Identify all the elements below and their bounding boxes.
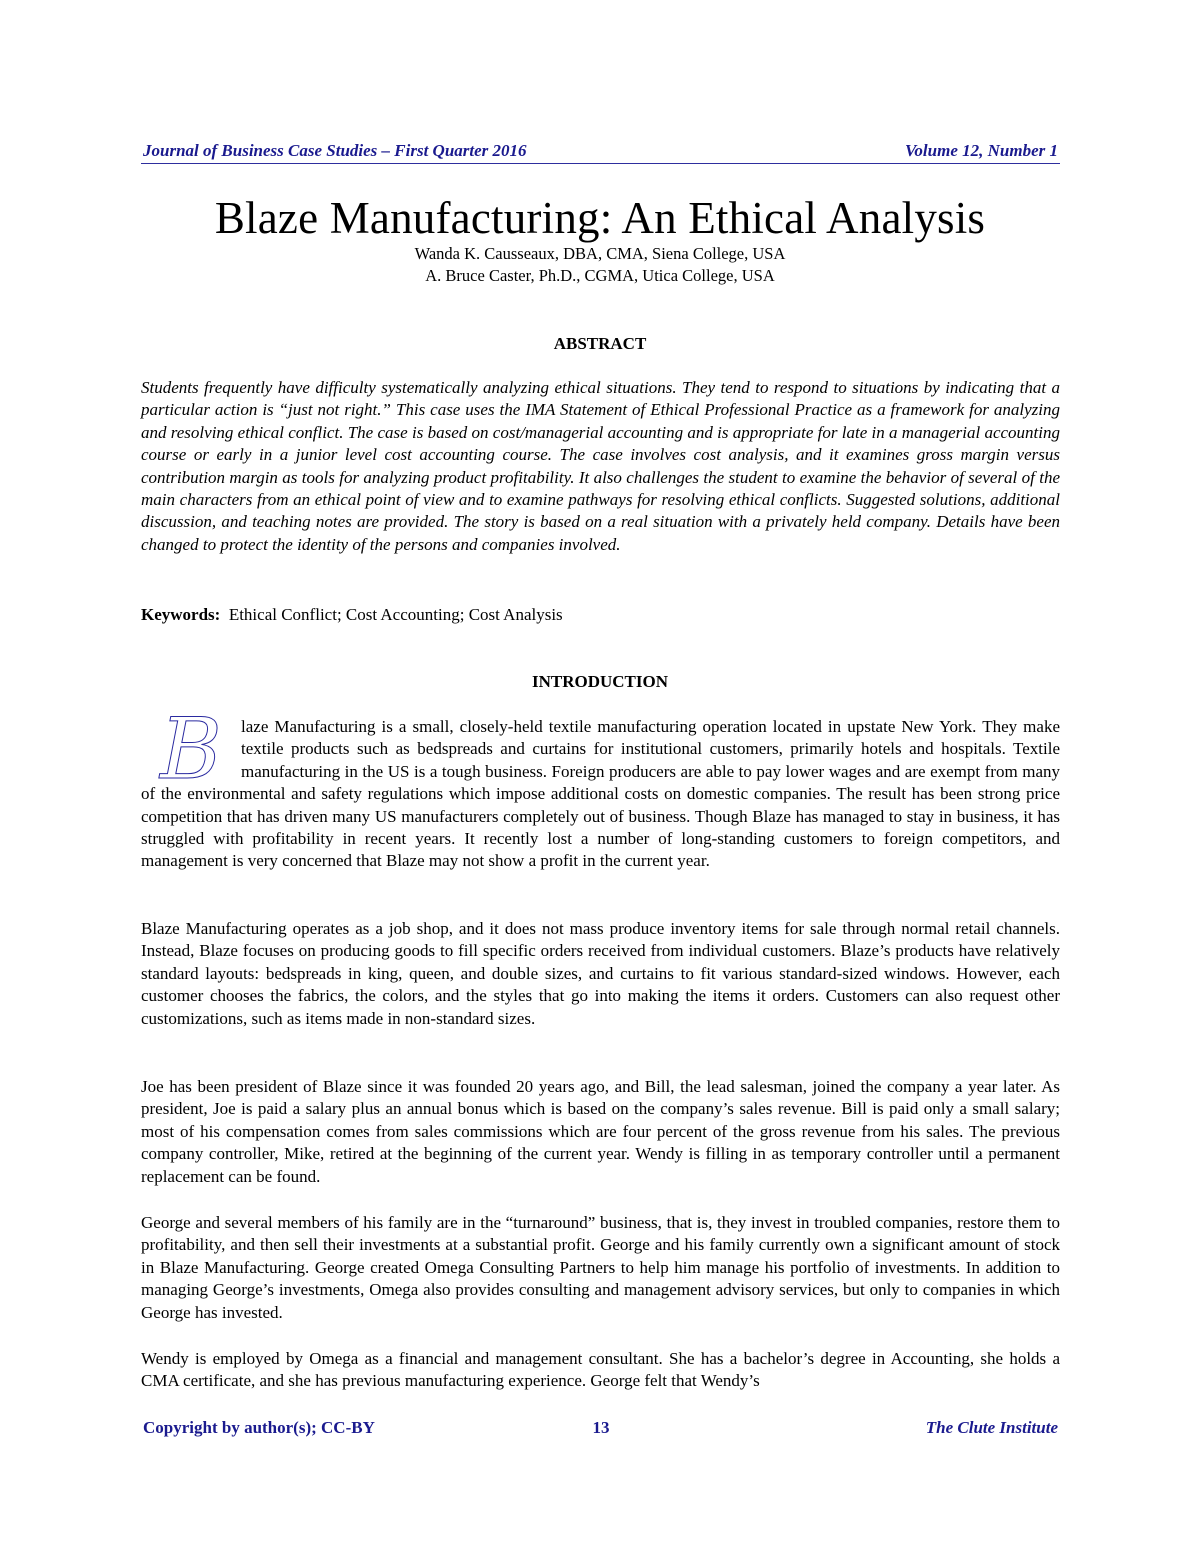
intro-paragraph-1: [141, 700, 1060, 873]
intro-paragraph-3-text: Joe has been president of Blaze since it was founded 20 years ago, and Bill, the lead salesman, joined the company a year later. As president, Joe is paid a salary plus an annual bonus which is based on the company’s sales revenue. Bill is paid only a small salary; most of his compensation comes from sales commissions which are four percent of the gross revenue from his sales. The previous company controller, Mike, retired at the beginning of the current year. Wendy is filling in as temporary controller until a permanent replacement can be found.: [141, 1077, 1060, 1186]
abstract-paragraph: Students frequently have difficulty systematically analyzing ethical situations. They tend to respond to situations by indicating that a particular action is “just not right.” This case uses the IMA Statement of Ethical Professional Practice as a framework for analyzing and resolving ethical conflict. The case is based on cost/managerial accounting and is appropriate for late in a managerial accounting course or early in a junior level cost accounting course. The case involves cost analysis, and it examines gross margin versus contribution margin as tools for analyzing product profitability. It also challenges the student to examine the behavior of several of the main characters from an ethical point of view and to examine pathways for resolving ethical conflicts. Suggested solutions, additional discussion, and teaching notes are provided. The story is based on a real situation with a privately held company. Details have been changed to protect the identity of the persons and companies involved.: [141, 378, 1060, 554]
intro-paragraph-4: [141, 1212, 1060, 1324]
page-footer: [141, 1418, 1060, 1442]
page-number: 13: [592, 1418, 610, 1437]
volume-number: Volume 12, Number 1: [904, 141, 1058, 160]
copyright-notice: Copyright by author(s); CC-BY: [143, 1418, 375, 1437]
author-line-2: A. Bruce Caster, Ph.D., CGMA, Utica College, USA: [425, 266, 775, 285]
keywords: [141, 604, 1060, 626]
publisher-name: The Clute Institute: [925, 1418, 1058, 1437]
author-line-1: Wanda K. Causseaux, DBA, CMA, Siena College, USA: [414, 244, 786, 263]
intro-paragraph-2-text: Blaze Manufacturing operates as a job shop, and it does not mass produce inventory items for sale through normal retail channels. Instead, Blaze focuses on producing goods to fill specific orders received from individual customers. Blaze’s products have relatively standard layouts: bedspreads in king, queen, and double sizes, and curtains to fit various standard-sized windows. However, each customer chooses the fabrics, the colors, and the styles that go into making the items it orders. Customers can also request other customizations, such as items made in non-standard sizes.: [141, 919, 1060, 1028]
abstract-heading: ABSTRACT: [553, 334, 647, 353]
keywords-text: Ethical Conflict; Cost Accounting; Cost Analysis: [228, 605, 563, 624]
introduction-heading: INTRODUCTION: [531, 672, 669, 691]
intro-paragraph-5-text: Wendy is employed by Omega as a financial and management consultant. She has a bachelor’s degree in Accounting, she holds a CMA certificate, and she has previous manufacturing experience. George felt that Wendy’s: [141, 1349, 1060, 1391]
intro-paragraph-3: [141, 1076, 1060, 1188]
running-header: [141, 141, 1060, 164]
intro-paragraph-4-text: George and several members of his family are in the “turnaround” business, that is, they invest in troubled companies, restore them to profitability, and then sell their investments at a substantial profit. George and his family currently own a significant amount of stock in Blaze Manufacturing. George created Omega Consulting Partners to help him manage his portfolio of investments. In addition to managing George’s investments, Omega also provides consulting and management advisory services, but only to companies in which George has invested.: [141, 1213, 1060, 1322]
keywords-label: Keywords:: [141, 605, 221, 624]
intro-paragraph-5: [141, 1348, 1060, 1393]
abstract-text: [141, 377, 1060, 556]
dropcap-letter: B: [160, 700, 222, 798]
journal-name: Journal of Business Case Studies – First Quarter 2016: [143, 141, 527, 160]
intro-paragraph-1-text: laze Manufacturing is a small, closely-held textile manufacturing operation located in upstate New York. They make textile products such as bedspreads and curtains for institutional customers, primarily hotels and hospitals. Textile manufacturing in the US is a tough business. Foreign producers are able to pay lower wages and are exempt from many of the environmental and safety regulations which impose additional costs on domestic companies. The result has been strong price competition that has driven many US manufacturers completely out of business. Though Blaze has managed to stay in business, it has struggled with profitability in recent years. It recently lost a number of long-standing customers to foreign competitors, and management is very concerned that Blaze may not show a profit in the current year.: [141, 717, 1060, 871]
paper-title: Blaze Manufacturing: An Ethical Analysis: [214, 193, 986, 243]
intro-paragraph-2: [141, 918, 1060, 1030]
